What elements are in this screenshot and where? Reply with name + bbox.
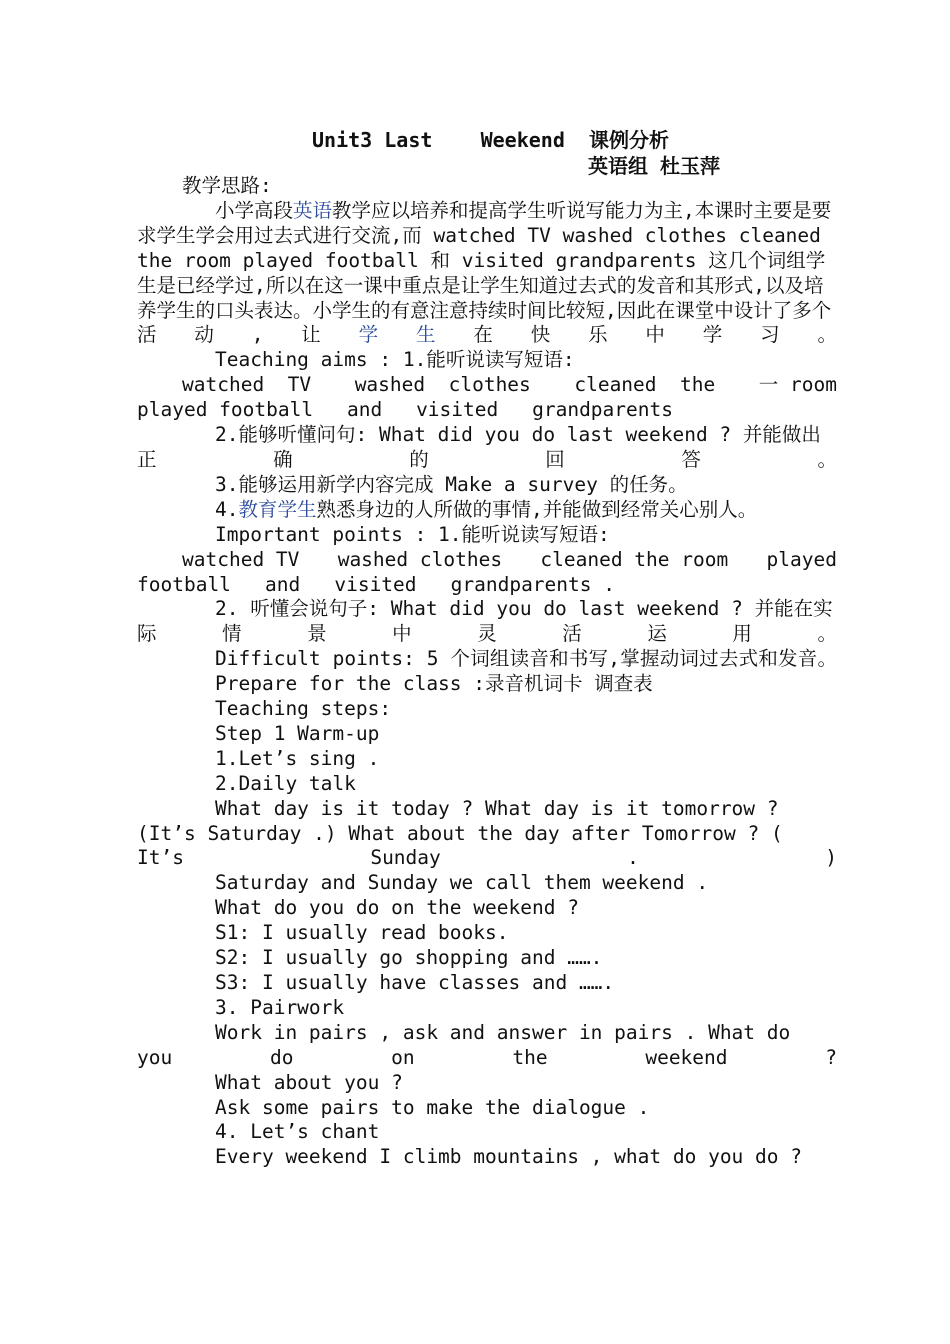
author-line: 英语组 杜玉萍 <box>588 154 721 178</box>
phrase: grandparents . <box>450 572 615 596</box>
phrase: played <box>766 547 837 571</box>
daily-talk-questions: What day is it today ? What day is it tomorrow ? (It’s Saturday .) What about the day after Tomorrow ? ( It’s Sunday . ) <box>137 796 837 870</box>
keyword-link-educate[interactable]: 教育学生 <box>238 497 317 521</box>
keyword-link-english[interactable]: 英语 <box>293 198 333 222</box>
activity-sing: 1.Let’s sing . <box>215 746 380 770</box>
intro-text-a: 小学高段 <box>215 198 294 222</box>
important-line: Important points : 1.能听说读写短语: <box>215 522 610 546</box>
phrase: football <box>137 572 231 596</box>
student-answer-2: S2: I usually go shopping and ……. <box>215 946 603 970</box>
student-answer-1: S1: I usually read books. <box>215 921 509 945</box>
teaching-steps-heading: Teaching steps: <box>215 697 392 721</box>
aim-4-number: 4. <box>215 497 239 521</box>
important-point-2: 2. 听懂会说句子: What did you do last weekend ? 并能在实际情景中灵活运用。 <box>137 597 837 646</box>
phrase: 一 room <box>758 373 837 397</box>
activity-daily-talk: 2.Daily talk <box>215 771 356 795</box>
intro-paragraph <box>137 199 837 348</box>
phrase: and <box>265 572 301 596</box>
intro-text-b: 教学应以培养和提高学生听说写能力为主,本课时主要是要求学生学会用过去式进行交流,而 watched TV washed clothes cleaned the room played football 和 visited grandparents 这几个词组学生是已经学过,所以在这一课中重点是让学生知道过去式的发音和其形式,以及培养学生的口头表达。小学生的有意注意持续时间比较短,因此在课堂中设计了多个活动,让 <box>137 198 832 347</box>
activity-chant: 4. Let’s chant <box>215 1120 380 1144</box>
student-answer-3: S3: I usually have classes and ……. <box>215 971 615 994</box>
weekend-question: What do you do on the weekend ? <box>215 896 579 920</box>
phrase: cleaned the room <box>540 547 729 571</box>
document-body <box>137 174 837 1170</box>
section-heading-thinking: 教学思路: <box>182 174 272 197</box>
step-1-heading: Step 1 Warm-up <box>215 721 380 745</box>
aim-4-text: 熟悉身边的人所做的事情,并能做到经常关心别人。 <box>316 497 758 521</box>
difficult-points: Difficult points: 5 个词组读音和书写,掌握动词过去式和发音。 <box>215 647 837 671</box>
important-phrases-row-2 <box>137 573 615 598</box>
aims-phrases-row-1 <box>137 373 837 398</box>
phrase: watched TV <box>182 373 312 397</box>
intro-text-c: 在快乐中学习。 <box>473 323 837 347</box>
weekend-line: Saturday and Sunday we call them weekend . <box>215 871 709 895</box>
phrase: grandparents <box>532 398 673 422</box>
phrase: cleaned the <box>574 373 716 397</box>
aim-2: 2.能够听懂问句: What did you do last weekend ? 并能做出正确的回答。 <box>137 423 837 471</box>
chant-line: Every weekend I climb mountains , what do you do ? <box>215 1145 802 1169</box>
phrase: played football <box>137 398 314 422</box>
phrase: watched TV <box>182 547 300 571</box>
what-about-you: What about you ? <box>215 1070 403 1094</box>
phrase: washed clothes <box>337 547 503 571</box>
phrase: visited <box>416 398 499 422</box>
ask-pairs-line: Ask some pairs to make the dialogue . <box>215 1095 650 1119</box>
aims-line: Teaching aims : 1.能听说读写短语: <box>215 348 575 372</box>
document-title: Unit3 Last Weekend 课例分析 <box>312 128 669 152</box>
phrase: and <box>346 398 383 422</box>
aim-4 <box>137 498 837 523</box>
prepare-line: Prepare for the class :录音机词卡 调查表 <box>215 672 653 696</box>
phrase: visited <box>334 572 417 596</box>
pairwork-instructions: Work in pairs , ask and answer in pairs . What do you do on the weekend ? <box>137 1020 837 1069</box>
important-phrases-row-1 <box>137 548 837 573</box>
phrase: washed clothes <box>354 373 531 397</box>
aims-phrases-row-2 <box>137 398 673 423</box>
activity-pairwork: 3. Pairwork <box>215 995 345 1019</box>
keyword-link-students[interactable]: 学生 <box>358 323 474 347</box>
aim-3: 3.能够运用新学内容完成 Make a survey 的任务。 <box>215 472 688 496</box>
